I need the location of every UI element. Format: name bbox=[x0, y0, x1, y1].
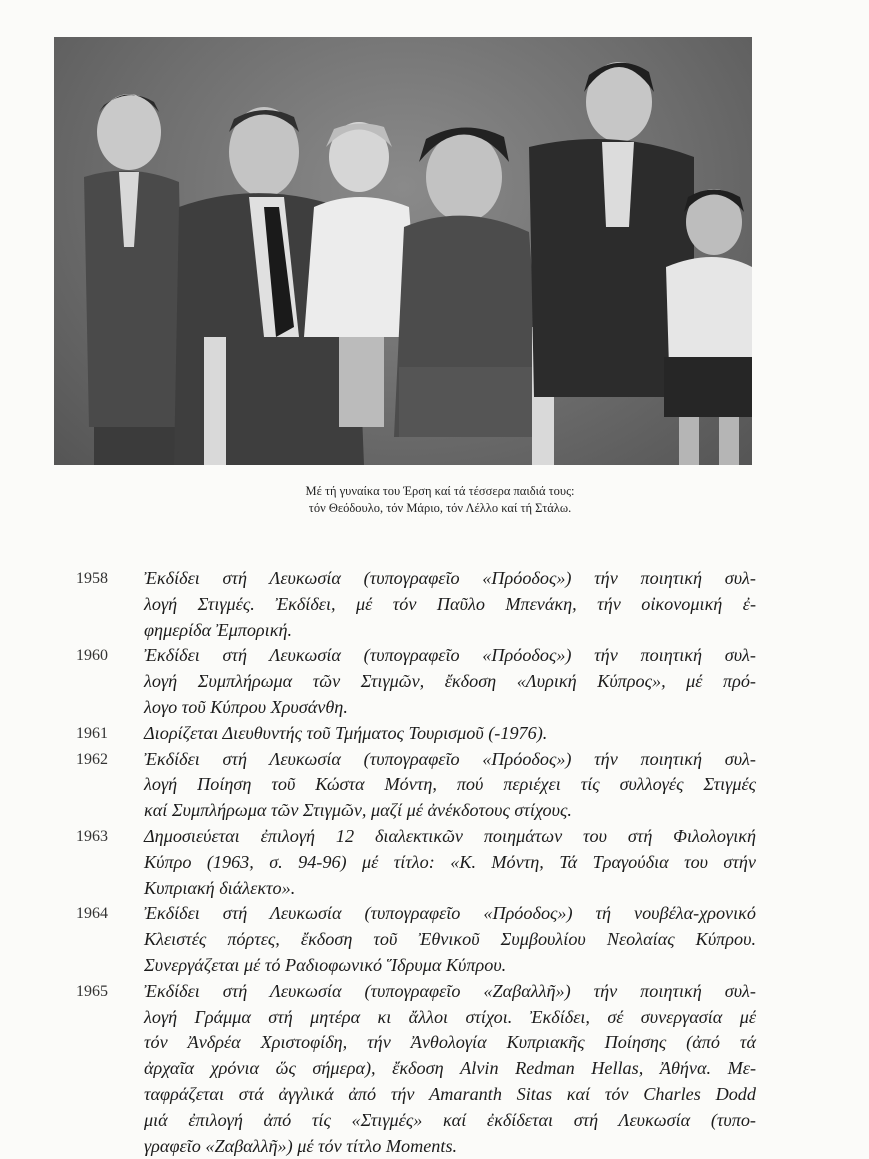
entry-text-line: Ἐκδίδει στή Λευκωσία (τυπογραφεῖο «Πρόοδος») τήν ποιητική συλ- bbox=[144, 748, 756, 769]
entry-text-line: Κυπριακή διάλεκτο». bbox=[144, 877, 296, 898]
photo-caption bbox=[160, 483, 720, 517]
entry-year: 1958 bbox=[76, 570, 108, 587]
entry-text bbox=[144, 979, 756, 1159]
entry-text-line: λογή Ποίηση τοῦ Κώστα Μόντη, πού περιέχει τίς συλλογές Στιγμές bbox=[144, 774, 756, 795]
entry-text bbox=[144, 721, 756, 747]
family-portrait-photo bbox=[54, 37, 752, 465]
entry-year: 1963 bbox=[76, 827, 108, 845]
entry-year: 1965 bbox=[76, 982, 108, 1000]
caption-line: Μέ τή γυναίκα του Έρση καί τά τέσσερα παιδιά τους: bbox=[305, 484, 575, 498]
entry-text-line: λογή Γράμμα στή μητέρα κι ἄλλοι στίχοι. Ἐκδίδει, σέ συνεργασία μέ bbox=[144, 1006, 756, 1027]
chronology-entry bbox=[76, 721, 756, 747]
entry-text-line: Δημοσιεύεται ἐπιλογή 12 διαλεκτικῶν ποιημάτων του στή Φιλολογική bbox=[144, 825, 756, 846]
entry-text-line: καί Συμπλήρωμα τῶν Στιγμῶν, μαζί μέ ἀνέκδοτους στίχους. bbox=[144, 800, 572, 821]
entry-text-line: λογο τοῦ Κύπρου Χρυσάνθη. bbox=[144, 696, 348, 717]
entry-year: 1962 bbox=[76, 750, 108, 768]
entry-text-line: Ἐκδίδει στή Λευκωσία (τυπογραφεῖο «Πρόοδος») τή νουβέλα-χρονικό bbox=[144, 903, 756, 924]
chronology-entry bbox=[76, 824, 756, 901]
entry-text-line: λογή Στιγμές. Ἐκδίδει, μέ τόν Παῦλο Μπενάκη, τήν οἰκονομική ἐ- bbox=[144, 593, 756, 614]
entry-text-line: Κύπρο (1963, σ. 94-96) μέ τίτλο: «Κ. Μόντη, Τά Τραγούδια του στήν bbox=[144, 851, 756, 872]
entry-text bbox=[144, 566, 756, 643]
entry-text-line: ἀρχαῖα χρόνια ὥς σήμερα), ἔκδοση Alvin Redman Hellas, Ἀθήνα. Με- bbox=[144, 1058, 756, 1079]
chronology-list bbox=[76, 566, 756, 1159]
entry-text-line: Συνεργάζεται μέ τό Ραδιοφωνικό Ἵδρυμα Κύπρου. bbox=[144, 954, 507, 975]
chronology-entry bbox=[76, 747, 756, 824]
entry-text-line: λογή Συμπλήρωμα τῶν Στιγμῶν, ἔκδοση «Λυρική Κύπρος», μέ πρό- bbox=[144, 671, 756, 692]
entry-text-line: τόν Ἀνδρέα Χριστοφίδη, τήν Ἀνθολογία Κυπριακῆς Ποίησης (ἀπό τά bbox=[144, 1032, 756, 1053]
chronology-entry bbox=[76, 979, 756, 1159]
entry-year: 1961 bbox=[76, 724, 108, 742]
chronology-entry bbox=[76, 643, 756, 720]
entry-text-line: Ἐκδίδει στή Λευκωσία (τυπογραφεῖο «Πρόοδος») τήν ποιητική συλ- bbox=[144, 645, 756, 666]
caption-line: τόν Θεόδουλο, τόν Μάριο, τόν Λέλλο καί τή Στάλω. bbox=[308, 501, 572, 515]
entry-text-line: ταφράζεται στά ἀγγλικά ἀπό τήν Amaranth Sitas καί τόν Charles Dodd bbox=[144, 1083, 756, 1104]
entry-text bbox=[144, 901, 756, 978]
entry-year: 1960 bbox=[76, 647, 108, 665]
entry-year: 1964 bbox=[76, 905, 108, 923]
entry-text bbox=[144, 643, 756, 720]
entry-text-line: φημερίδα Ἐμπορική. bbox=[144, 619, 293, 640]
portrait-figures bbox=[54, 37, 752, 465]
chronology-entry bbox=[76, 901, 756, 978]
chronology-entry bbox=[76, 566, 756, 643]
entry-text bbox=[144, 824, 756, 901]
entry-text-line: Κλειστές πόρτες, ἔκδοση τοῦ Ἐθνικοῦ Συμβουλίου Νεολαίας Κύπρου. bbox=[144, 929, 756, 950]
entry-text-line: Ἐκδίδει στή Λευκωσία (τυπογραφεῖο «Πρόοδος») τήν ποιητική συλ- bbox=[144, 568, 756, 588]
entry-text-line: Διορίζεται Διευθυντής τοῦ Τμήματος Τουρισμοῦ (-1976). bbox=[144, 722, 548, 743]
entry-text-line: μιά ἐπιλογή ἀπό τίς «Στιγμές» καί ἐκδίδεται στή Λευκωσία (τυπο- bbox=[144, 1109, 756, 1130]
entry-text-line: γραφεῖο «Ζαβαλλῆ») μέ τόν τίτλο Moments. bbox=[144, 1135, 458, 1156]
entry-text-line: Ἐκδίδει στή Λευκωσία (τυπογραφεῖο «Ζαβαλλῆ») τήν ποιητική συλ- bbox=[144, 980, 756, 1001]
entry-text bbox=[144, 747, 756, 824]
